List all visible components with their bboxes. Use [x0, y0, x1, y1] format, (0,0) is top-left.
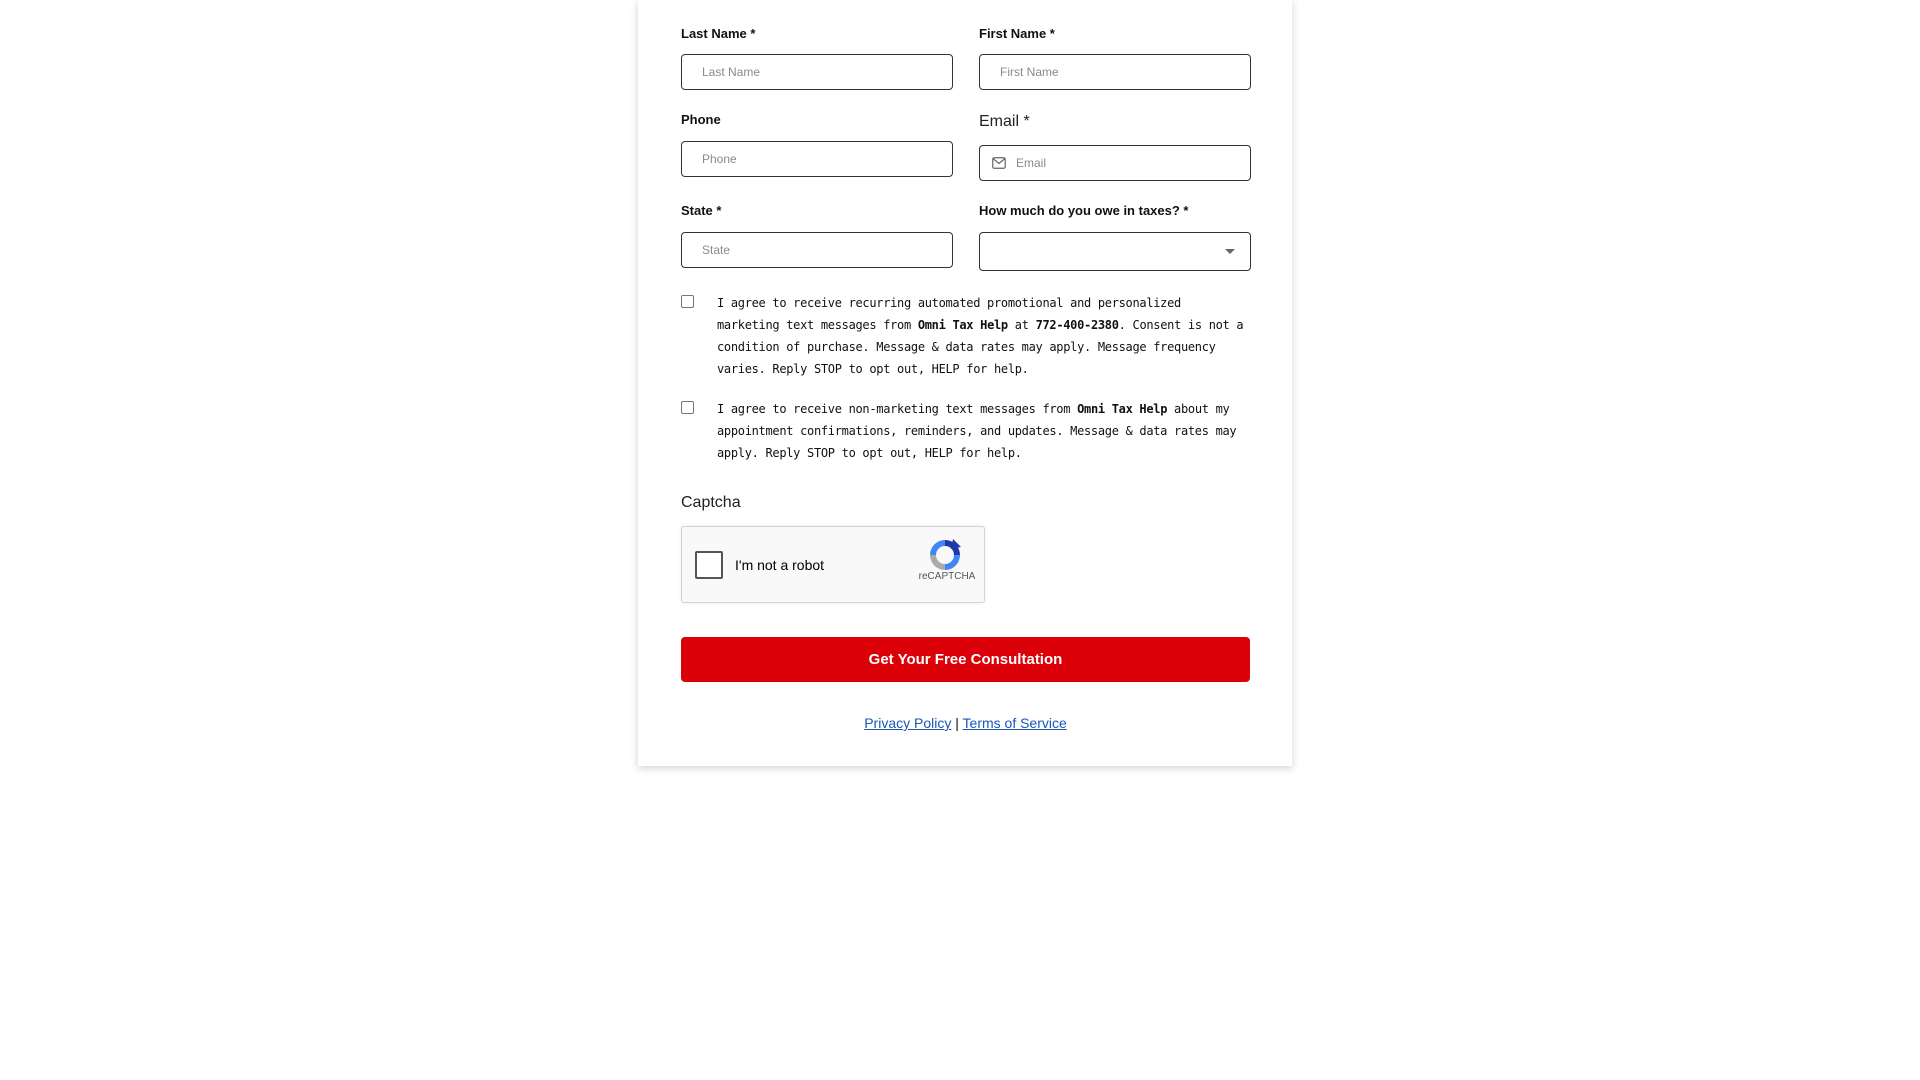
marketing-consent-post: . Consent is not a condition of purchase. Message & data rates may apply. Message frequency varies. Reply STOP to opt out, HELP for help. [717, 318, 1244, 376]
email-group [979, 112, 1251, 170]
marketing-consent-pre: I agree to receive recurring automated promotional and personalized marketing text messages from [717, 296, 1181, 332]
footer-separator: | [955, 715, 959, 731]
recaptcha-label: I'm not a robot [735, 557, 825, 573]
mail-icon [992, 157, 1006, 169]
last-name-placeholder: Last Name [702, 65, 761, 79]
form-card [638, 0, 1292, 766]
get-consultation-button[interactable]: Get Your Free Consultation [681, 637, 1250, 682]
captcha-title: Captcha [681, 494, 741, 511]
taxes-owed-select[interactable] [979, 232, 1251, 271]
first-name-placeholder: First Name [1000, 65, 1059, 79]
phone-group [681, 112, 953, 166]
first-name-label: First Name * [979, 26, 1055, 41]
marketing-consent-mid: at [1007, 318, 1036, 332]
first-name-group [979, 26, 1251, 79]
state-label: State * [681, 203, 722, 218]
privacy-policy-link[interactable]: Privacy Policy [864, 715, 952, 731]
last-name-input[interactable] [681, 54, 953, 90]
recaptcha-widget [681, 526, 985, 603]
dropdown-caret-icon [1225, 249, 1235, 254]
state-input[interactable] [681, 232, 953, 268]
taxes-group [979, 203, 1251, 219]
recaptcha-logo-icon [927, 537, 963, 573]
marketing-consent-company: Omni Tax Help [917, 318, 1008, 332]
taxes-label: How much do you owe in taxes? * [979, 203, 1189, 218]
non-marketing-consent-checkbox[interactable] [681, 401, 694, 414]
phone-input[interactable] [681, 141, 953, 177]
terms-of-service-link[interactable]: Terms of Service [962, 715, 1067, 731]
non-marketing-consent-pre: I agree to receive non-marketing text messages from [717, 402, 1078, 416]
phone-placeholder: Phone [702, 152, 737, 166]
recaptcha-checkbox[interactable] [695, 551, 723, 579]
recaptcha-brand: reCAPTCHA [918, 571, 976, 582]
first-name-input[interactable] [979, 54, 1251, 90]
email-label: Email * [979, 113, 1030, 130]
email-placeholder: Email [1016, 156, 1047, 170]
state-group [681, 203, 953, 257]
last-name-label: Last Name * [681, 26, 756, 41]
email-input[interactable] [979, 145, 1251, 181]
marketing-consent-phone: 772-400-2380 [1035, 318, 1119, 332]
footer-links [681, 715, 1250, 731]
marketing-consent-checkbox[interactable] [681, 295, 694, 308]
phone-label: Phone [681, 112, 721, 127]
non-marketing-consent-post: about my appointment confirmations, reminders, and updates. Message & data rates may apply. Reply STOP to opt out, HELP for help. [717, 402, 1237, 460]
state-placeholder: State [702, 243, 731, 257]
non-marketing-consent-text [717, 398, 1250, 464]
last-name-group [681, 26, 953, 79]
non-marketing-consent-company: Omni Tax Help [1077, 402, 1168, 416]
marketing-consent-text [717, 292, 1250, 380]
